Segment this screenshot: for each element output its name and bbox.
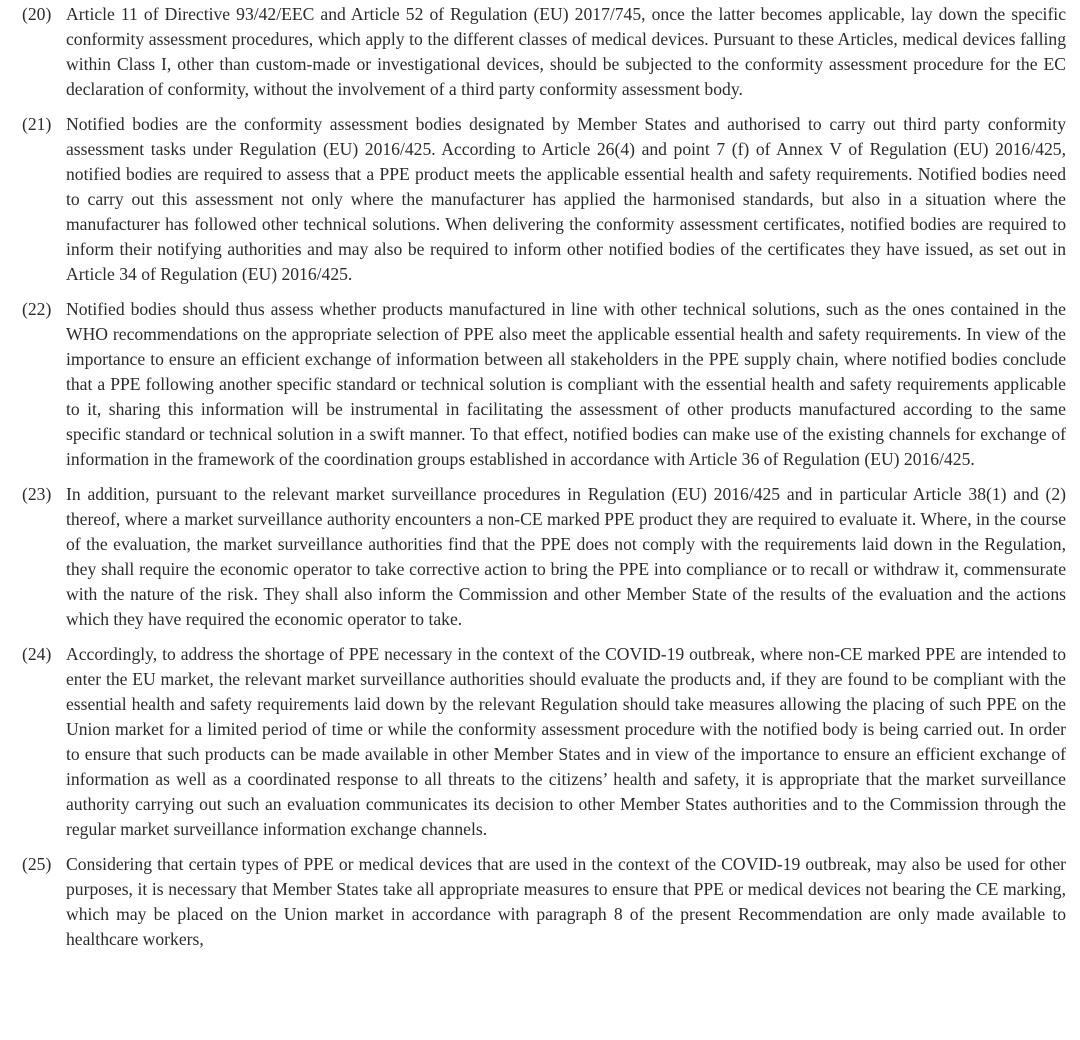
recital-number: (24) [22,644,52,664]
recital-number: (21) [22,114,52,134]
recital-24 [22,642,1066,842]
recital-text: Considering that certain types of PPE or medical devices that are used in the context of the COVID-19 outbreak, may also be used for other purposes, it is necessary that Member States take all appropriate measures to ensure that PPE or medical devices not bearing the CE marking, which may be placed on the Union market in accordance with paragraph 8 of the present Recommendation are only made available to healthcare workers, [66,854,1066,949]
recital-number: (22) [22,299,52,319]
recital-21 [22,112,1066,287]
recital-20 [22,2,1066,102]
recital-25 [22,852,1066,952]
recital-22 [22,297,1066,472]
recital-number: (23) [22,484,52,504]
recital-number: (20) [22,4,52,24]
recital-text: Notified bodies should thus assess whether products manufactured in line with other technical solutions, such as the ones contained in the WHO recommendations on the appropriate selection of PPE also meet the applicable essential health and safety requirements. In view of the importance to ensure an efficient exchange of information between all stakeholders in the PPE supply chain, where notified bodies conclude that a PPE following another specific standard or technical solution is compliant with the essential health and safety requirements applicable to it, sharing this information will be instrumental in facilitating the assessment of other products manufactured according to the same specific standard or technical solution in a swift manner. To that effect, notified bodies can make use of the existing channels for exchange of information in the framework of the coordination groups established in accordance with Article 36 of Regulation (EU) 2016/425. [66,299,1066,469]
recital-number: (25) [22,854,52,874]
recital-text: Notified bodies are the conformity assessment bodies designated by Member States and authorised to carry out third party conformity assessment tasks under Regulation (EU) 2016/425. According to Article 26(4) and point 7 (f) of Annex V of Regulation (EU) 2016/425, notified bodies are required to assess that a PPE product meets the applicable essential health and safety requirements. Notified bodies need to carry out this assessment not only where the manufacturer has applied the harmonised standards, but also in a situation where the manufacturer has followed other technical solutions. When delivering the conformity assessment certificates, notified bodies are required to inform their notifying authorities and may also be required to inform other notified bodies of the certificates they have issued, as set out in Article 34 of Regulation (EU) 2016/425. [66,114,1066,284]
recital-23 [22,482,1066,632]
recital-text: Accordingly, to address the shortage of PPE necessary in the context of the COVID-19 outbreak, where non-CE marked PPE are intended to enter the EU market, the relevant market surveillance authorities should evaluate the products and, if they are found to be compliant with the essential health and safety requirements laid down by the relevant Regulation should take measures allowing the placing of such PPE on the Union market for a limited period of time or while the conformity assessment procedure with the notified body is being carried out. In order to ensure that such products can be made available in other Member States and in view of the importance to ensure an efficient exchange of information as well as a coordinated response to all threats to the citizens’ health and safety, it is appropriate that the market surveillance authority carrying out such an evaluation communicates its decision to other Member States authorities and to the Commission through the regular market surveillance information exchange channels. [66,644,1066,839]
recital-text: Article 11 of Directive 93/42/EEC and Article 52 of Regulation (EU) 2017/745, once the latter becomes applicable, lay down the specific conformity assessment procedures, which apply to the different classes of medical devices. Pursuant to these Articles, medical devices falling within Class I, other than custom-made or investigational devices, should be subjected to the conformity assessment procedure for the EC declaration of conformity, without the involvement of a third party conformity assessment body. [66,4,1066,99]
recital-text: In addition, pursuant to the relevant market surveillance procedures in Regulation (EU) 2016/425 and in particular Article 38(1) and (2) thereof, where a market surveillance authority encounters a non-CE marked PPE product they are required to evaluate it. Where, in the course of the evaluation, the market surveillance authorities find that the PPE does not comply with the requirements laid down in the Regulation, they shall require the economic operator to take corrective action to bring the PPE into compliance or to recall or withdraw it, commensurate with the nature of the risk. They shall also inform the Commission and other Member State of the results of the evaluation and the actions which they have required the economic operator to take. [66,484,1066,629]
